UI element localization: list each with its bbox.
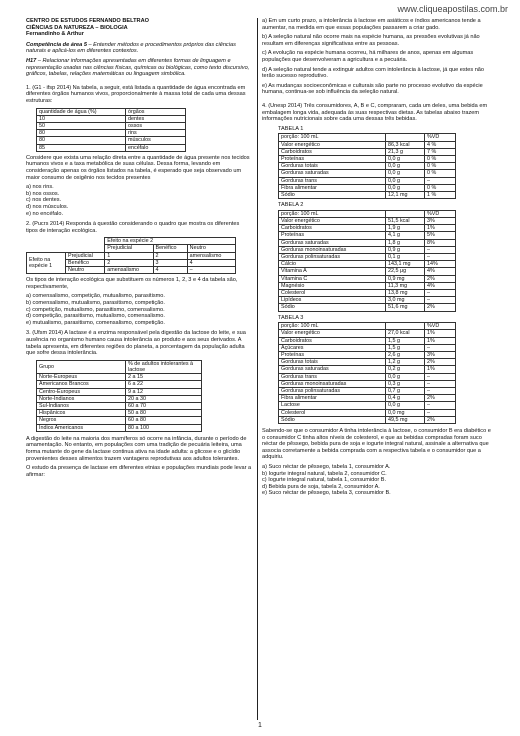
table-cell: porção: 100 mL [279, 134, 386, 141]
table-cell: – [425, 380, 456, 387]
table-row [37, 115, 186, 122]
table-cell: %VD [425, 134, 456, 141]
table-cell: Sódio [279, 304, 386, 311]
option: b) comensalismo, mutualismo, parasitismo, competição. [26, 300, 165, 307]
table-cell: – [425, 253, 456, 260]
table-cell: músculos [126, 137, 186, 144]
table-cell: 2 [105, 259, 153, 266]
table-cell: 0,3 g [386, 380, 425, 387]
table-cell: 0,0 g [386, 373, 425, 380]
table-cell: 1% [425, 330, 456, 337]
q3-header-group: Grupo [37, 360, 126, 373]
q1-body: Considere que exista uma relação direta entre a quantidade de água presente nos tecidos humanos vivos e a taxa metabólica de suas células. Dessa forma, levando em consideração apenas os órgãos listados na tabela, é esperado que seja observado um maior consumo de oxigênio nos tecidos presentes [26, 154, 250, 181]
table-row [279, 141, 456, 148]
table-cell: 60 a 70 [126, 403, 202, 410]
q2-col-header: Prejudicial [105, 245, 153, 252]
table-cell [386, 323, 425, 330]
q3-body-1: A digestão do leite na maioria dos mamíferos só ocorre na infância, durante o período de amamentação. No entanto, em populações com uma tradição de pecuária leiteira, uma forma mutante do gene da lactase continua ativa na idade adulta: a glicose e o glicídio provenientes desses alimentos trazem vantagens reprodutivas aos adultos tolerantes. [26, 435, 247, 462]
q2-stem: 2. (Pucrs 2014) Responda à questão considerando o quadro que mostra os diferentes tipos de interação ecológica. [26, 221, 240, 234]
table-cell: 0,0 g [386, 184, 425, 191]
table-cell: 3% [425, 217, 456, 224]
table-cell: dentes [126, 115, 186, 122]
table-cell: 1,9 g [386, 225, 425, 232]
table-cell: Gorduras saturadas [279, 170, 386, 177]
table-cell: Gorduras totais [279, 359, 386, 366]
q4-body: Sabendo-se que o consumidor A tinha intolerância à lactose, o consumidor B era diabético e o consumidor C tinha altos níveis de colesterol, e que as bebidas compradas foram suco néctar de pêssego, bebida pura de soja e iogurte integral natural, assinale a alternativa que associa corretamente a bebida comprada com a respectiva tabela e o consumidor que a adquiriu. [262, 428, 491, 461]
header-line-1: CENTRO DE ESTUDOS FERNANDO BELTRAO [26, 18, 149, 24]
q2-options [26, 293, 252, 326]
option: c) A evolução na espécie humana ocorreu, há milhares de anos, apenas em algumas populações que desenvolveram a agricultura e a pecuária. [262, 50, 474, 63]
table-cell: Prejudicial [66, 252, 105, 259]
table-row [279, 177, 456, 184]
table-row [279, 395, 456, 402]
table-cell: Negros [37, 417, 126, 424]
table-row [279, 289, 456, 296]
table-row [279, 184, 456, 191]
table-row [279, 380, 456, 387]
option: e) Suco néctar de pêssego, tabela 3, consumidor B. [262, 490, 391, 497]
competencia-text: – Entender métodos e procedimentos próprios das ciências naturais e aplicá-los em diferentes contextos. [26, 41, 236, 55]
empty-cell [27, 238, 105, 245]
table-cell: Proteínas [279, 351, 386, 358]
table-cell [386, 210, 425, 217]
table-cell: porção: 100 mL [279, 323, 386, 330]
h17-paragraph [26, 58, 252, 78]
table-cell: 14% [425, 261, 456, 268]
table-cell: Americanos Brancos [37, 381, 126, 388]
option: d) A seleção natural tende a extinguir adultos com intolerância à lactose, já que estes não terão sucesso reprodutivo. [262, 66, 485, 80]
table-row [37, 137, 186, 144]
option: c) competição, mutualismo, parasitismo, comensalismo. [26, 306, 165, 313]
table-cell: 85 [37, 144, 126, 151]
table-cell: 80 a 100 [126, 424, 202, 431]
table-cell: – [425, 289, 456, 296]
h17-label: H17 [26, 57, 37, 64]
table-row [279, 134, 456, 141]
option: a) Suco néctar de pêssego, tabela 1, consumidor A. [262, 463, 391, 470]
table-cell: 0,1 g [386, 253, 425, 260]
table-row [37, 122, 186, 129]
table-cell: Gorduras trans [279, 373, 386, 380]
competencia-paragraph [26, 42, 252, 55]
table-cell: 50 [37, 122, 126, 129]
table-row [37, 403, 202, 410]
table-cell: Colesterol [279, 289, 386, 296]
tabela-2-title: TABELA 2 [278, 202, 304, 209]
table-cell: Carboidratos [279, 337, 386, 344]
table-cell: 2,6 g [386, 351, 425, 358]
tabela-1 [278, 133, 456, 199]
table-cell: 0,0 g [386, 177, 425, 184]
table-cell: – [425, 246, 456, 253]
table-cell: 10 [37, 115, 126, 122]
table-cell: – [425, 177, 456, 184]
table-row [279, 261, 456, 268]
table-cell: 1% [425, 225, 456, 232]
table-cell: %VD [425, 210, 456, 217]
table-row [279, 304, 456, 311]
option: e) no encéfalo. [26, 210, 64, 217]
table-cell: 8% [425, 239, 456, 246]
table-row [279, 337, 456, 344]
table-cell: Gorduras polinsaturadas [279, 253, 386, 260]
table-cell: Magnésio [279, 282, 386, 289]
table-cell: 1,8 g [386, 239, 425, 246]
table-cell: Neutro [66, 267, 105, 274]
right-column [262, 18, 494, 497]
table-cell: – [425, 344, 456, 351]
table-cell: 27,0 kcal [386, 330, 425, 337]
table-cell: 2% [425, 416, 456, 423]
table-cell: Lipídeos [279, 297, 386, 304]
table-row [279, 155, 456, 162]
table-cell: Fibra alimentar [279, 184, 386, 191]
column-divider [257, 18, 258, 720]
table-cell: 1,5 g [386, 344, 425, 351]
table-cell: 3 [153, 259, 187, 266]
table-cell: Carboidratos [279, 225, 386, 232]
table-cell: 1 [105, 252, 153, 259]
table-cell: 4% [425, 268, 456, 275]
table-row [279, 344, 456, 351]
header-line-2: CIÊNCIAS DA NATUREZA – BIOLOGIA [26, 24, 128, 31]
table-cell: 0,0 g [386, 155, 425, 162]
table-cell: 50 a 80 [126, 410, 202, 417]
table-cell: 2 a 15 [126, 374, 202, 381]
table-cell: Gorduras saturadas [279, 239, 386, 246]
table-row [279, 239, 456, 246]
table-cell: encéfalo [126, 144, 186, 151]
table-cell: 1,5 g [386, 337, 425, 344]
table-cell: Gorduras trans [279, 177, 386, 184]
table-cell: 0,0 mg [386, 409, 425, 416]
table-cell: Carboidratos [279, 148, 386, 155]
q3-options [262, 18, 494, 96]
table-cell: Valor energético [279, 217, 386, 224]
table-cell: 3,0 mg [386, 297, 425, 304]
table-cell: Açúcares [279, 344, 386, 351]
table-cell: 4,1 g [386, 232, 425, 239]
table-cell: Lactose [279, 402, 386, 409]
q2-top-header: Efeito na espécie 2 [105, 238, 236, 245]
q3-stem: 3. (Ufsm 2014) A lactase é a enzima responsável pela digestão da lactose do leite, e sua ausência no organismo humano causa intolerância ao produto e aos seus derivados. A tabela apresenta, em diferentes regiões do planeta, a porcentagem da população adulta que sofre dessa intolerância. [26, 330, 246, 357]
table-cell: Proteínas [279, 232, 386, 239]
page-number: 1 [258, 722, 262, 729]
table-row [279, 366, 456, 373]
table-cell: Norte-Europeus [37, 374, 126, 381]
q1-table [36, 108, 186, 152]
table-row [279, 359, 456, 366]
header-line-3: Fernandinho & Arthur [26, 31, 84, 38]
table-row [279, 232, 456, 239]
table-row [37, 374, 202, 381]
table-row [279, 323, 456, 330]
table-cell: 2% [425, 395, 456, 402]
table-row [279, 170, 456, 177]
table-cell: Gorduras polinsaturadas [279, 388, 386, 395]
table-cell: – [425, 402, 456, 409]
table-cell: rins [126, 130, 186, 137]
table-row [279, 275, 456, 282]
table-row [279, 246, 456, 253]
table-row [279, 253, 456, 260]
q1-header-organs: órgãos [126, 108, 186, 115]
table-row [279, 191, 456, 198]
table-cell: 0 % [425, 163, 456, 170]
q2-row-header: Efeito na espécie 1 [27, 252, 66, 274]
table-cell: 9 a 12 [126, 388, 202, 395]
table-cell: Valor energético [279, 141, 386, 148]
table-cell: 0,0 g [386, 402, 425, 409]
table-row [279, 297, 456, 304]
table-cell: 4 [153, 267, 187, 274]
table-row [279, 225, 456, 232]
table-cell: Gorduras monoinsaturadas [279, 380, 386, 387]
table-row [37, 130, 186, 137]
tabela-3-title: TABELA 3 [278, 314, 304, 321]
table-cell: Proteínas [279, 155, 386, 162]
table-cell: 0,4 g [386, 395, 425, 402]
table-cell: 3% [425, 351, 456, 358]
table-cell: Hispânicos [37, 410, 126, 417]
table-cell: 1,2 g [386, 359, 425, 366]
table-cell: 1% [425, 337, 456, 344]
table-cell: 1% [425, 366, 456, 373]
q2-col-header: Benéfico [153, 245, 187, 252]
option: d) competição, parasitismo, mutualismo, comensalismo. [26, 313, 165, 320]
table-cell: 7 % [425, 148, 456, 155]
table-row [279, 210, 456, 217]
table-cell [386, 134, 425, 141]
table-row [37, 381, 202, 388]
table-row [37, 144, 186, 151]
table-cell: 86,3 kcal [386, 141, 425, 148]
table-cell: 4 [187, 259, 235, 266]
q2-table [26, 237, 236, 274]
table-cell: Vitamina A [279, 268, 386, 275]
table-cell: 80 [37, 137, 126, 144]
table-cell: 11,3 mg [386, 282, 425, 289]
table-cell: 1 % [425, 191, 456, 198]
option: b) Iogurte integral natural, tabela 2, consumidor C. [262, 470, 387, 477]
table-cell: Sódio [279, 416, 386, 423]
tabela-1-title: TABELA 1 [278, 125, 304, 132]
table-cell: 0,0 g [386, 170, 425, 177]
table-row [279, 217, 456, 224]
table-cell: Centro-Europeus [37, 388, 126, 395]
table-cell: porção: 100 mL [279, 210, 386, 217]
option: a) comensalismo, competição, mutualismo, parasitismo. [26, 293, 165, 300]
table-cell: Valor energético [279, 330, 386, 337]
table-cell: 51,5 kcal [386, 217, 425, 224]
left-column [26, 18, 252, 481]
table-row [279, 351, 456, 358]
table-cell: %VD [425, 323, 456, 330]
table-cell: – [425, 373, 456, 380]
q2-col-header: Neutro [187, 245, 235, 252]
table-cell: 4% [425, 282, 456, 289]
table-row [279, 268, 456, 275]
table-cell: 0,2 g [386, 366, 425, 373]
tabela-3 [278, 322, 456, 424]
table-row [279, 148, 456, 155]
table-row [37, 410, 202, 417]
table-cell: ossos [126, 122, 186, 129]
table-cell: Fibra alimentar [279, 395, 386, 402]
table-cell: Vitamina C [279, 275, 386, 282]
table-cell: amensalismo [187, 252, 235, 259]
q2-body: Os tipos de interação ecológica que substituem os números 1, 2, 3 e 4 da tabela são, respectivamente, [26, 277, 238, 290]
q4-stem: 4. (Unesp 2014) Três consumidores, A, B e C, compraram, cada um deles, uma bebida em embalagem longa vida, adequada às suas respectivas dietas. As tabelas abaixo trazem informações nutricionais sobre cada uma dessas três bebidas. [262, 102, 488, 123]
table-cell: 49,5 mg [386, 416, 425, 423]
table-cell: 60 a 80 [126, 417, 202, 424]
table-row [279, 416, 456, 423]
table-cell: Benéfico [66, 259, 105, 266]
table-row [279, 402, 456, 409]
table-cell: 20 a 30 [126, 395, 202, 402]
table-cell: 5% [425, 232, 456, 239]
q1-header-water: quantidade de água (%) [37, 108, 126, 115]
table-cell: Gorduras totais [279, 163, 386, 170]
table-row [279, 330, 456, 337]
q3-table-header [37, 360, 202, 373]
q1-options [26, 184, 252, 217]
competencia-label: Competência de área 5 [26, 41, 87, 48]
empty-cell [27, 245, 105, 252]
tabela-2 [278, 210, 456, 312]
table-row [279, 388, 456, 395]
q1-stem: 1. (G1 - ifsp 2014) Na tabela, a seguir, está listada a quantidade de água encontrada em diferentes órgãos humanos vivos, proporcionalmente à massa total de cada uma dessas estruturas: [26, 84, 246, 104]
table-cell: Colesterol [279, 409, 386, 416]
table-cell: Norte-Indianos [37, 395, 126, 402]
option: e) As mudanças socioeconômicas e culturais são parte no processo evolutivo da espécie humana, continua-se sob influência da seleção natural. [262, 82, 483, 96]
table-cell: amensalismo [105, 267, 153, 274]
table-cell: Gorduras monoinsaturadas [279, 246, 386, 253]
option: a) Em um curto prazo, a intolerância à lactose em asiáticos e índios americanos tende a aumentar, na medida em que essas populações passarem a criar gado. [262, 18, 481, 31]
option: d) nos músculos. [26, 203, 69, 210]
table-cell: 4 % [425, 141, 456, 148]
option: c) nos dentes. [26, 197, 62, 204]
table-cell: 21,3 g [386, 148, 425, 155]
table-row [279, 163, 456, 170]
table-cell: 0,9 mg [386, 275, 425, 282]
table-cell: 51,6 mg [386, 304, 425, 311]
table-cell: 0,7 g [386, 388, 425, 395]
table-row [279, 409, 456, 416]
h17-text: – Relacionar informações apresentadas em diferentes formas de linguagem e representação usadas nas ciências físicas, químicas ou biológicas, como texto discursivo, gráficos, tabelas, relações matemáticas ou linguagem simbólica. [26, 57, 250, 78]
q3-body-2: O estudo da presença de lactase em diferentes etnias e populações mundiais pode levar a afirmar: [26, 465, 252, 478]
q1-table-header [37, 108, 186, 115]
table-cell: Gorduras saturadas [279, 366, 386, 373]
table-row [27, 252, 236, 259]
table-cell: 6 a 22 [126, 381, 202, 388]
option: d) Bebida pura de soja, tabela 2, consumidor A. [262, 483, 380, 490]
table-cell: 12,1 mg [386, 191, 425, 198]
table-cell: 143,1 mg [386, 261, 425, 268]
table-cell: 0 % [425, 170, 456, 177]
table-cell: Sul-Indianos [37, 403, 126, 410]
table-cell: Índios Americanos [37, 424, 126, 431]
table-cell: 0,9 g [386, 246, 425, 253]
table-row [37, 424, 202, 431]
table-cell: 80 [37, 130, 126, 137]
table-cell: 22,5 μg [386, 268, 425, 275]
table-cell: Cálcio [279, 261, 386, 268]
site-url: www.cliqueapostilas.com.br [397, 4, 508, 14]
table-row [279, 373, 456, 380]
option: b) A seleção natural não ocorre mais na espécie humana, as pressões evolutivas já não resultam em diferenças significativas entre as pessoas. [262, 34, 480, 47]
option: c) Iogurte integral natural, tabela 1, consumidor B. [262, 477, 387, 484]
table-cell: 0 % [425, 155, 456, 162]
table-cell: 2 [153, 252, 187, 259]
option: e) mutualismo, parasitismo, comensalismo, competição. [26, 319, 165, 326]
table-cell: – [425, 297, 456, 304]
table-cell: 2% [425, 304, 456, 311]
q4-options [262, 464, 494, 497]
table-cell: 13,8 mg [386, 289, 425, 296]
table-row [279, 282, 456, 289]
table-cell: – [187, 267, 235, 274]
option: a) nos rins. [26, 184, 54, 191]
table-cell: Sódio [279, 191, 386, 198]
table-row [37, 395, 202, 402]
table-row [37, 388, 202, 395]
q3-table [36, 360, 202, 432]
table-cell: 0 % [425, 184, 456, 191]
q3-header-percent: % de adultos intolerantes à lactose [126, 360, 202, 373]
table-row [37, 417, 202, 424]
table-cell: 0,0 g [386, 163, 425, 170]
table-cell: 2% [425, 359, 456, 366]
option: b) nos ossos. [26, 190, 60, 197]
table-cell: – [425, 409, 456, 416]
table-cell: 2% [425, 275, 456, 282]
table-cell: – [425, 388, 456, 395]
